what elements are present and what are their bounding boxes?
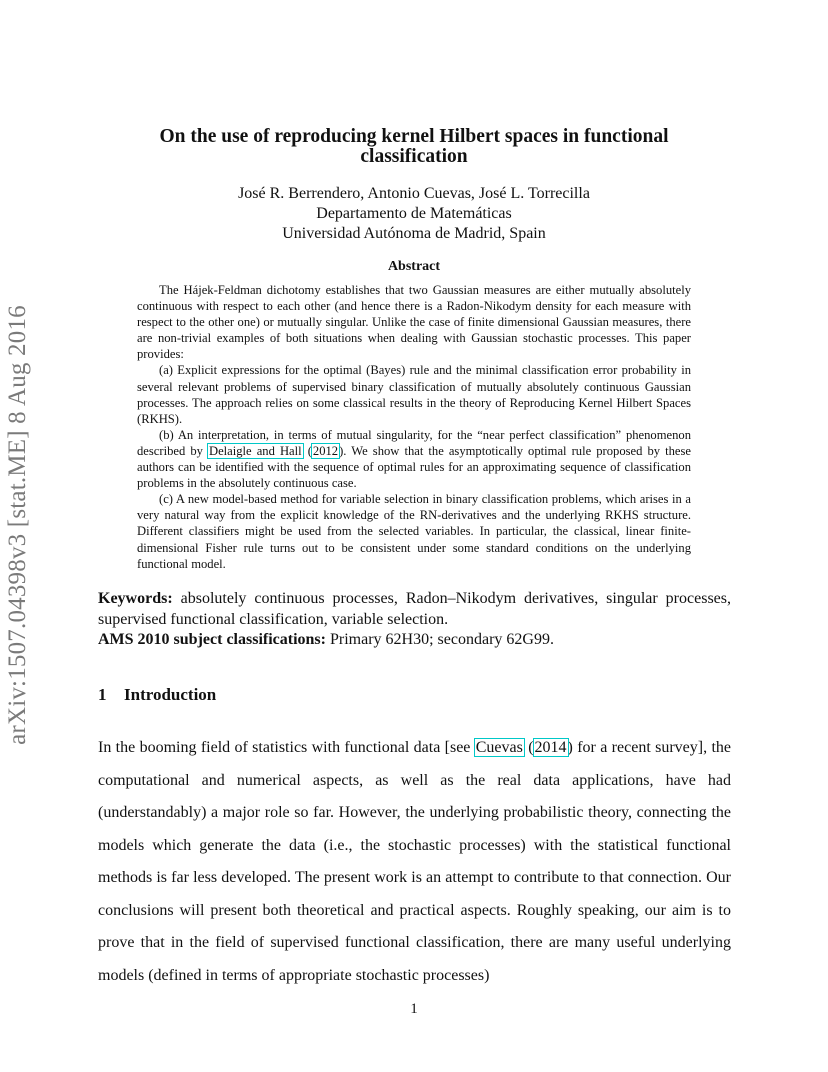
arxiv-identifier-text: arXiv:1507.04398v3 [stat.ME] 8 Aug 2016 (4, 305, 31, 745)
ams-classification-text: Primary 62H30; secondary 62G99. (325, 631, 554, 648)
author-department: Departamento de Matemáticas (316, 205, 512, 222)
section-number: 1 (98, 685, 107, 704)
abstract-paragraph-2: (a) Explicit expressions for the optimal (Bayes) rule and the minimal classification error probability in several relevant problems of supervised binary classification of mutually absolutely continuous Gaussian processes. The approach relies on some classical results in the theory of Reproducing Kernel Hilbert Spaces (RKHS). (137, 363, 691, 426)
abstract-paragraph-4: (c) A new model-based method for variable selection in binary classification problems, which arises in a very natural way from the explicit knowledge of the RN-derivatives and the underlying RKHS structure. Different classifiers might be used from the selected variables. In particular, the classical, linear finite-dimensional Fisher rule turns out to be consistent under some standard conditions on the underlying functional model. (137, 492, 691, 571)
ams-classification-label: AMS 2010 subject classifications: (98, 631, 326, 648)
abstract-body (137, 282, 691, 572)
page-number: 1 (410, 1001, 418, 1017)
section-heading-introduction (98, 685, 216, 705)
keywords-block (98, 589, 731, 651)
abstract-heading: Abstract (387, 259, 441, 274)
paper-title (100, 127, 728, 167)
abstract-p3-text-before: (b) An interpretation, in terms of mutual singularity, for the “near perfect classification” phenomenon described by (137, 427, 691, 458)
keywords-label: Keywords: (98, 590, 173, 607)
author-names: José R. Berrendero, Antonio Cuevas, José L. Torrecilla (238, 185, 590, 202)
introduction-paragraph (98, 732, 731, 992)
citation-link-delaigle-hall[interactable]: Delaigle and Hall (208, 443, 302, 458)
paper-title-line-1: On the use of reproducing kernel Hilbert spaces in functional (159, 126, 669, 147)
abstract-p3-text-after: ). We show that the asymptotically optimal rule proposed by these authors can be identified with the sequence of optimal rules for an approximating sequence of classification problems in the absolutely continuous case. (137, 443, 691, 491)
keywords-text: absolutely continuous processes, Radon–Nikodym derivatives, singular processes, supervised functional classification, variable selection. (98, 590, 731, 628)
citation-link-2012[interactable]: 2012 (312, 443, 339, 458)
author-university: Universidad Autónoma de Madrid, Spain (282, 225, 546, 242)
introduction-body (98, 732, 731, 992)
section-title: Introduction (124, 685, 217, 704)
citation-link-cuevas[interactable]: Cuevas (475, 739, 523, 756)
author-block (100, 184, 728, 244)
ams-classification-line (98, 630, 731, 651)
paper-title-line-2: classification (360, 146, 468, 167)
citation-paren-open: ( (302, 443, 312, 458)
citation-link-2014[interactable]: 2014 (534, 739, 567, 756)
abstract-paragraph-3 (137, 427, 691, 491)
intro-text-after: ) for a recent survey], the computational and numerical aspects, as well as the real data applications, have had (understandably) a major role so far. However, the underlying probabilistic theory, connecting the models which generate the data (i.e., the stochastic processes) with the statistical functional methods is far less developed. The present work is an attempt to contribute to that connection. Our conclusions will present both theoretical and practical aspects. Roughly speaking, our aim is to prove that in the field of supervised functional classification, there are many useful underlying models (defined in terms of appropriate stochastic processes) (98, 739, 731, 984)
intro-text-before: In the booming field of statistics with functional data [see (98, 739, 475, 756)
abstract-paragraph-1: The Hájek-Feldman dichotomy establishes that two Gaussian measures are either mutually absolutely continuous with respect to each other (and hence there is a Radon-Nikodym density for each measure with respect to the other one) or mutually singular. Unlike the case of finite dimensional Gaussian measures, there are non-trivial examples of both situations when dealing with Gaussian stochastic processes. This paper provides: (137, 283, 691, 362)
intro-cite-paren-open: ( (523, 739, 534, 756)
keywords-line (98, 589, 731, 630)
